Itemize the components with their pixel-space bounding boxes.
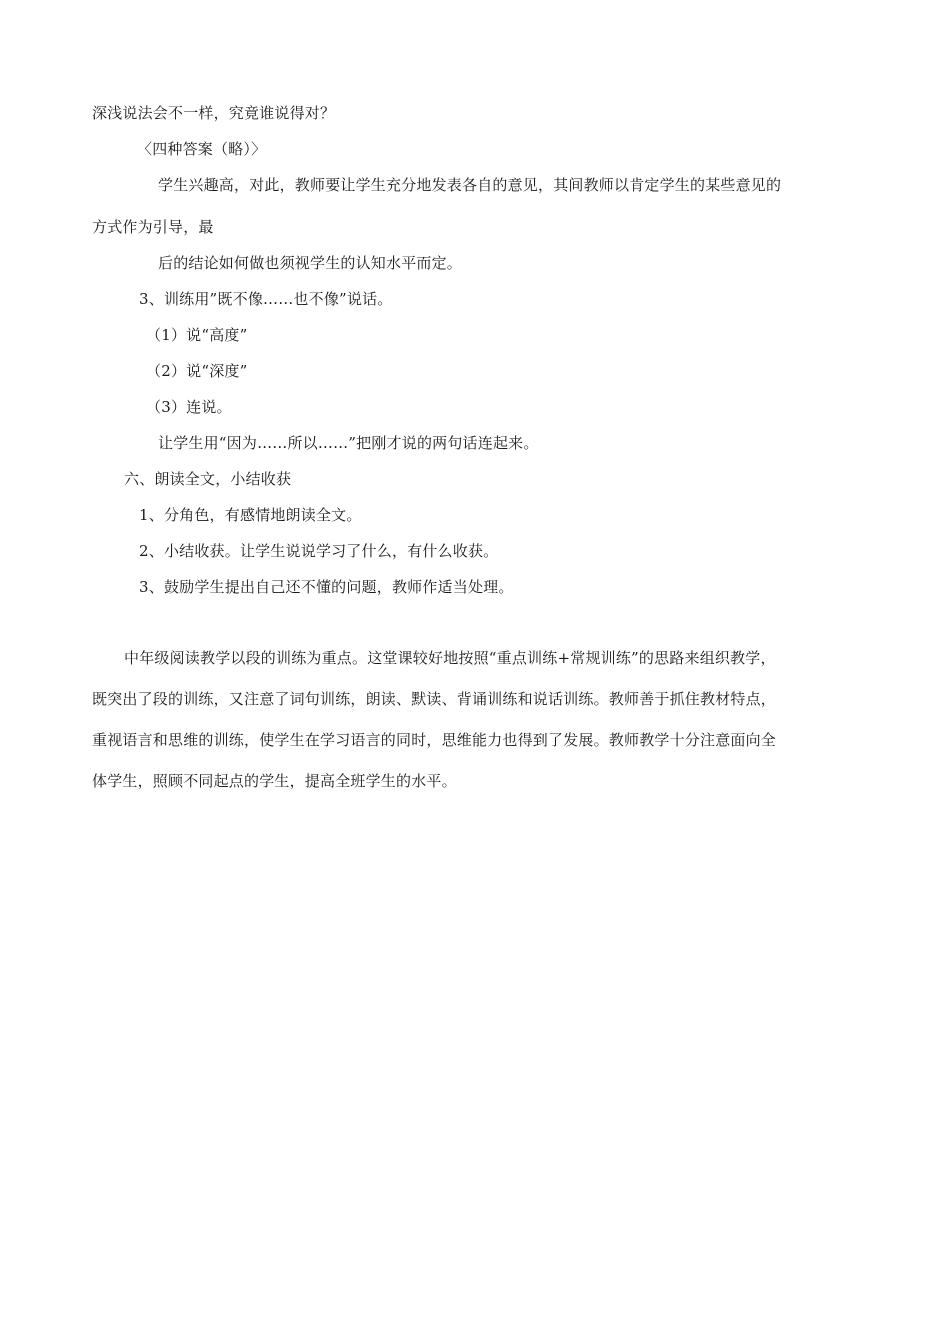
text-line-item-2: （2）说“深度” — [146, 362, 248, 380]
text-line-item-3: （3）连说。 — [146, 398, 232, 416]
text-line-conclusion: 后的结论如何做也须视学生的认知水平而定。 — [158, 254, 463, 272]
text-line-because-so: 让学生用“因为……所以……”把刚才说的两句话连起来。 — [158, 434, 539, 452]
text-line-answers-omitted: 〈四种答案（略）〉 — [137, 140, 267, 158]
text-line-six-3: 3、鼓励学生提出自己还不懂的问题，教师作适当处理。 — [139, 578, 514, 596]
text-line-six-2: 2、小结收获。让学生说说学习了什么，有什么收获。 — [139, 542, 499, 560]
text-line-student-interest: 学生兴趣高，对此，教师要让学生充分地发表各自的意见，其间教师以肯定学生的某些意见的 — [158, 176, 782, 194]
text-line-question: 深浅说法会不一样，究竟谁说得对？ — [92, 104, 336, 122]
text-line-step-3: 3、训练用”既不像……也不像”说话。 — [139, 290, 393, 308]
commentary-line-1: 中年级阅读教学以段的训练为重点。这堂课较好地按照“重点训练+常规训练”的思路来组织教学， — [124, 649, 776, 667]
text-line-six-1: 1、分角色，有感情地朗读全文。 — [139, 506, 362, 524]
commentary-line-4: 体学生，照顾不同起点的学生，提高全班学生的水平。 — [92, 772, 457, 790]
text-line-guidance: 方式作为引导，最 — [92, 218, 214, 236]
commentary-line-2: 既突出了段的训练，又注意了词句训练，朗读、默读、背诵训练和说话训练。教师善于抓住教材特点， — [92, 690, 777, 708]
section-heading-six: 六、朗读全文，小结收获 — [124, 470, 292, 488]
commentary-line-3: 重视语言和思维的训练，使学生在学习语言的同时，思维能力也得到了发展。教师教学十分注意面向全 — [92, 731, 777, 749]
text-line-item-1: （1）说“高度” — [146, 326, 248, 344]
